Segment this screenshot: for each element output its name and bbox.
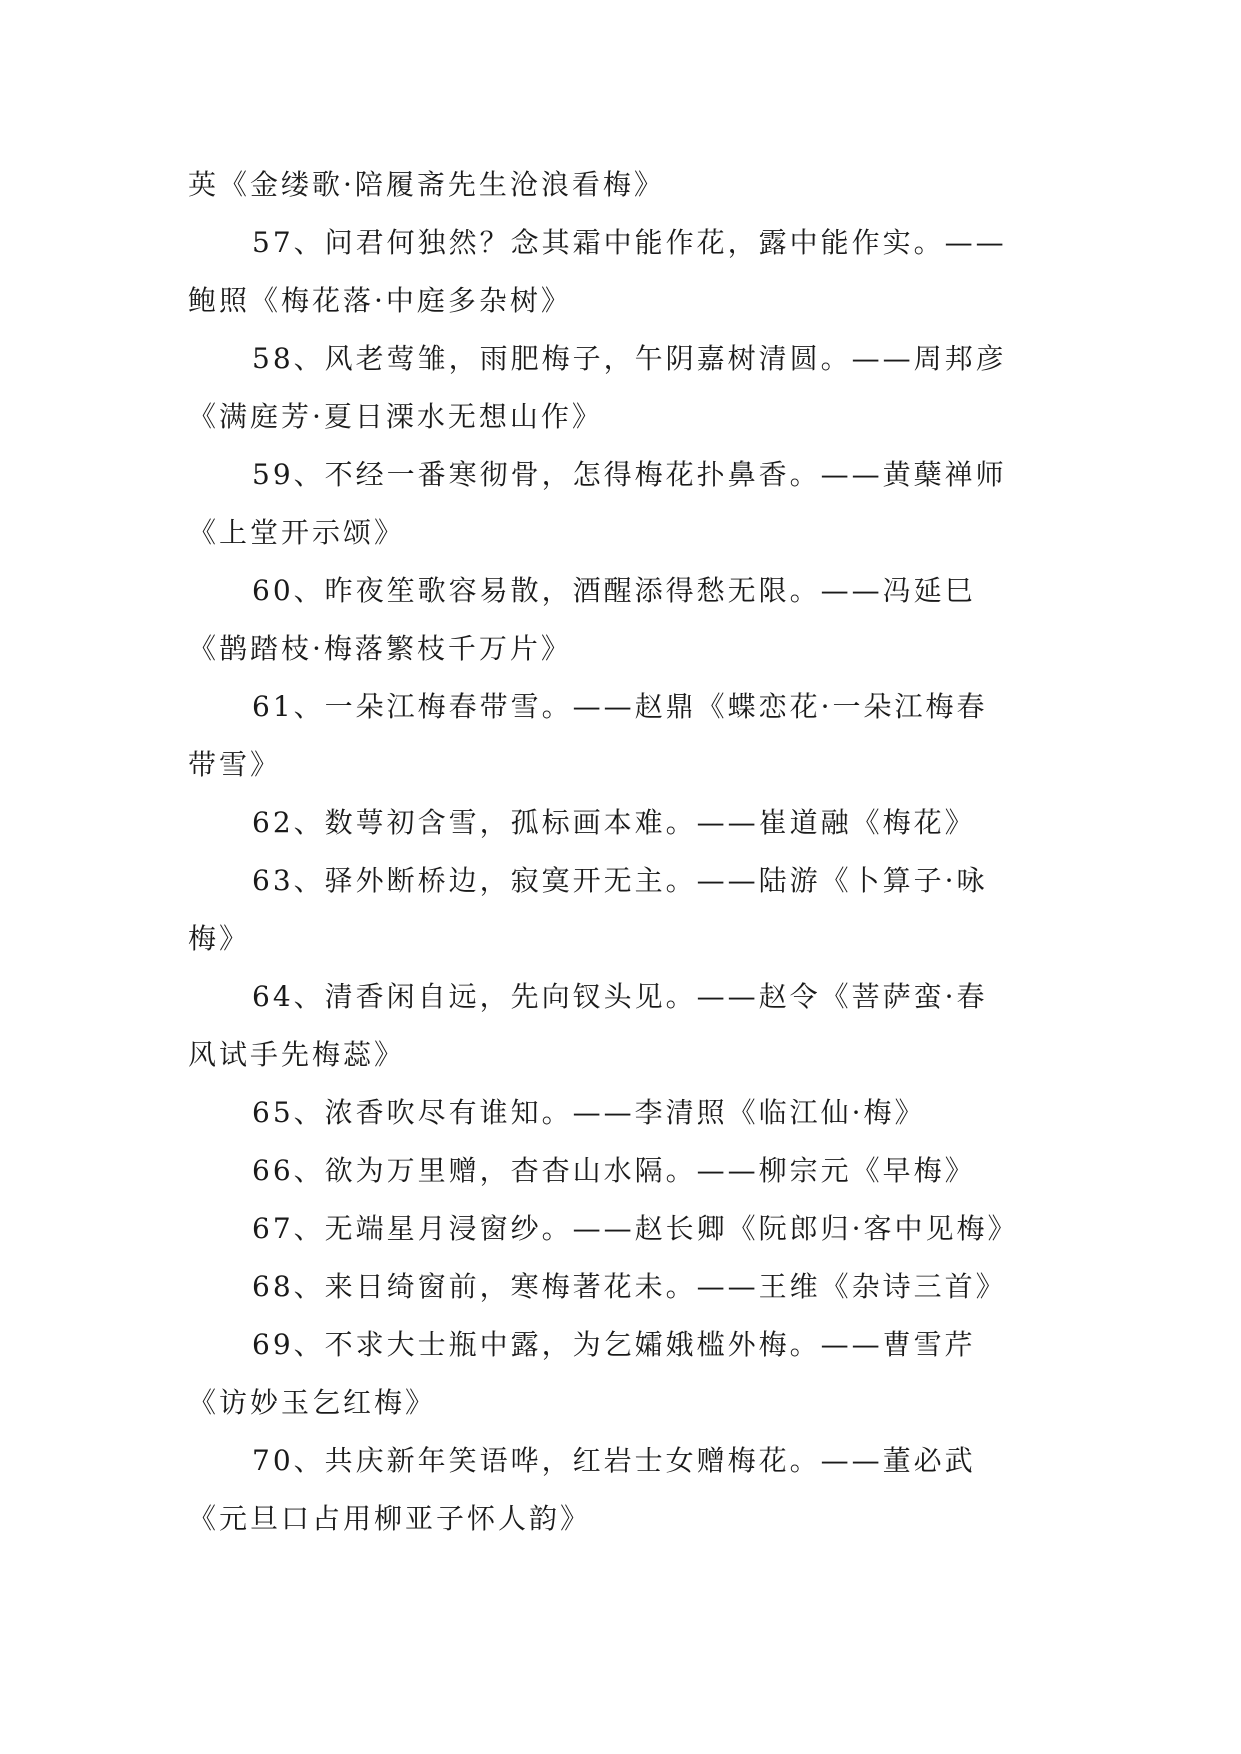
poem-quote-list xyxy=(188,156,1058,1548)
text-line: 63、驿外断桥边，寂寞开无主。——陆游《卜算子·咏 xyxy=(252,864,988,897)
text-line: 英《金缕歌·陪履斋先生沧浪看梅》 xyxy=(188,168,665,201)
text-line: 58、风老莺雏，雨肥梅子，午阴嘉树清圆。——周邦彦 xyxy=(252,342,1007,375)
text-line: 梅》 xyxy=(188,922,251,955)
text-line: 67、无端星月浸窗纱。——赵长卿《阮郎归·客中见梅》 xyxy=(252,1212,1019,1245)
text-line: 59、不经一番寒彻骨，怎得梅花扑鼻香。——黄蘖禅师 xyxy=(252,458,1007,491)
text-line: 64、清香闲自远，先向钗头见。——赵令《菩萨蛮·春 xyxy=(252,980,988,1013)
text-line: 61、一朵江梅春带雪。——赵鼎《蝶恋花·一朵江梅春 xyxy=(252,690,988,723)
text-line: 66、欲为万里赠，杳杳山水隔。——柳宗元《早梅》 xyxy=(252,1154,976,1187)
text-line: 《上堂开示颂》 xyxy=(188,516,406,549)
text-line: 68、来日绮窗前，寒梅著花未。——王维《杂诗三首》 xyxy=(252,1270,1007,1303)
text-line: 69、不求大士瓶中露，为乞孀娥槛外梅。——曹雪芹 xyxy=(252,1328,976,1361)
text-line: 《元旦口占用柳亚子怀人韵》 xyxy=(188,1502,592,1535)
text-line: 60、昨夜笙歌容易散，酒醒添得愁无限。——冯延巳 xyxy=(252,574,976,607)
text-line: 《访妙玉乞红梅》 xyxy=(188,1386,437,1419)
text-line: 《满庭芳·夏日溧水无想山作》 xyxy=(188,400,603,433)
text-line: 65、浓香吹尽有谁知。——李清照《临江仙·梅》 xyxy=(252,1096,926,1129)
text-line: 带雪》 xyxy=(188,748,282,781)
text-line: 62、数萼初含雪，孤标画本难。——崔道融《梅花》 xyxy=(252,806,976,839)
text-line: 鲍照《梅花落·中庭多杂树》 xyxy=(188,284,572,317)
text-line: 57、问君何独然？念其霜中能作花，露中能作实。—— xyxy=(252,226,1007,259)
text-line: 《鹊踏枝·梅落繁枝千万片》 xyxy=(188,632,572,665)
text-line: 70、共庆新年笑语哗，红岩士女赠梅花。——董必武 xyxy=(252,1444,976,1477)
text-line: 风试手先梅蕊》 xyxy=(188,1038,406,1071)
